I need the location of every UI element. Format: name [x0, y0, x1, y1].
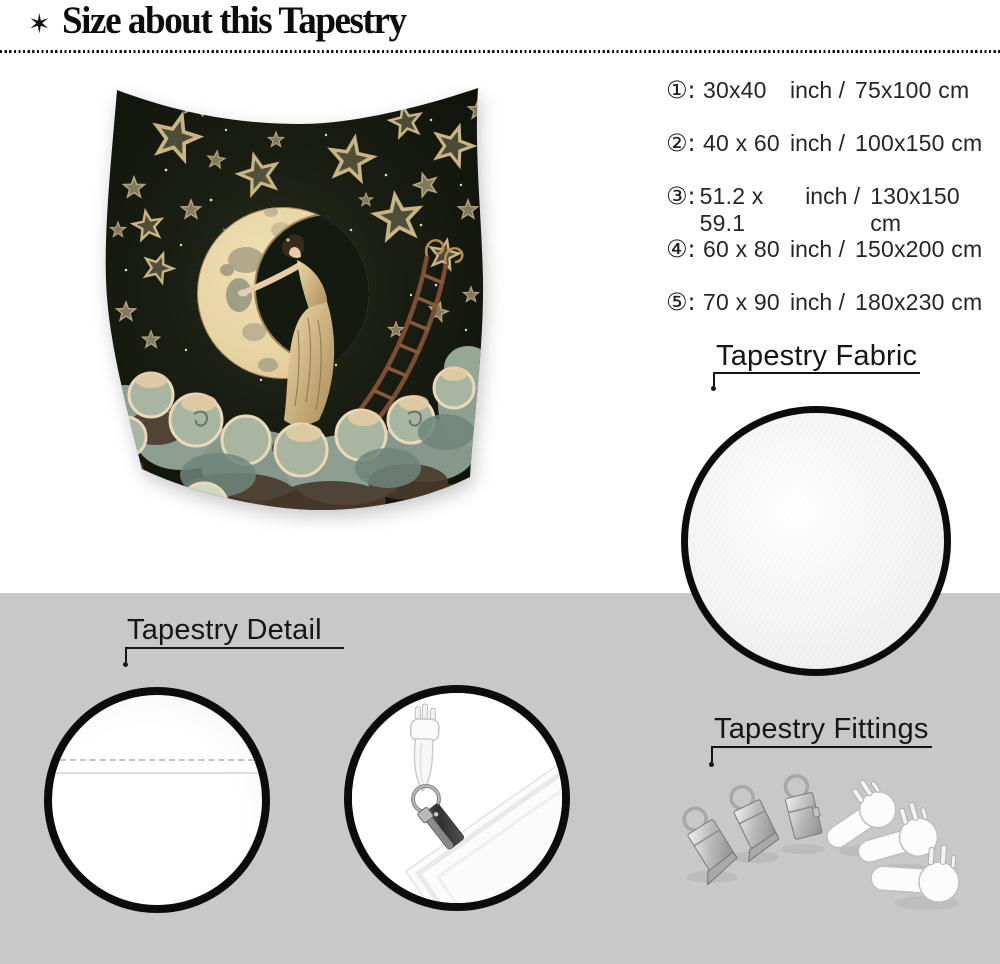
fabric-section-label: Tapestry Fabric [716, 340, 918, 372]
dotted-divider [0, 50, 1000, 53]
size-row-4 [666, 235, 986, 261]
size-unit: inch / [790, 289, 845, 315]
size-row-3 [666, 182, 986, 236]
fittings-photo [655, 765, 975, 920]
size-inches: 40 x 60 [703, 130, 780, 156]
fabric-pointer-line [713, 372, 715, 386]
size-row-1 [666, 76, 986, 102]
star-icon: ✶ [28, 9, 51, 40]
size-number: ①: [666, 76, 696, 104]
size-row-5 [666, 288, 986, 314]
detail-photo-hem-stitch [44, 687, 270, 913]
size-inches: 51.2 x 59.1 [699, 183, 764, 236]
tapestry-artwork [96, 80, 490, 525]
size-unit: inch / [805, 183, 861, 209]
detail-pointer-dot [123, 662, 128, 667]
size-cm: 100x150 cm [855, 130, 983, 156]
fittings-pointer-line [711, 746, 713, 762]
tapestry-product-image [96, 80, 490, 525]
size-number: ④: [666, 235, 696, 263]
detail-label-underline [125, 647, 344, 649]
fabric-swatch-photo [681, 406, 951, 676]
size-inches: 30x40 [703, 77, 767, 103]
fittings-illustration [655, 765, 975, 920]
detail-section-label: Tapestry Detail [127, 614, 322, 646]
size-number: ⑤: [666, 288, 696, 316]
size-unit: inch / [790, 236, 845, 262]
size-inches: 60 x 80 [703, 236, 780, 262]
detail-pointer-line [125, 647, 127, 662]
size-cm: 75x100 cm [855, 77, 970, 103]
size-cm: 150x200 cm [855, 236, 983, 262]
size-row-2 [666, 129, 986, 155]
fittings-section-label: Tapestry Fittings [714, 713, 929, 745]
fabric-pointer-dot [711, 386, 716, 391]
detail-photo-hook-clip [344, 685, 570, 911]
size-number: ②: [666, 129, 696, 157]
hook-clip-illustration [352, 693, 562, 903]
size-number: ③: [666, 182, 696, 210]
page-title: Size about this Tapestry [62, 0, 406, 42]
size-unit: inch / [790, 130, 845, 156]
size-cm: 180x230 cm [855, 289, 983, 315]
hem-fold-line [52, 772, 262, 774]
size-cm: 130x150 cm [870, 183, 960, 236]
fittings-label-underline [711, 746, 932, 748]
size-inches: 70 x 90 [703, 289, 780, 315]
size-option-list [666, 76, 986, 314]
size-unit: inch / [790, 77, 845, 103]
fabric-label-underline [713, 372, 920, 374]
hem-stitch-line [60, 759, 254, 761]
